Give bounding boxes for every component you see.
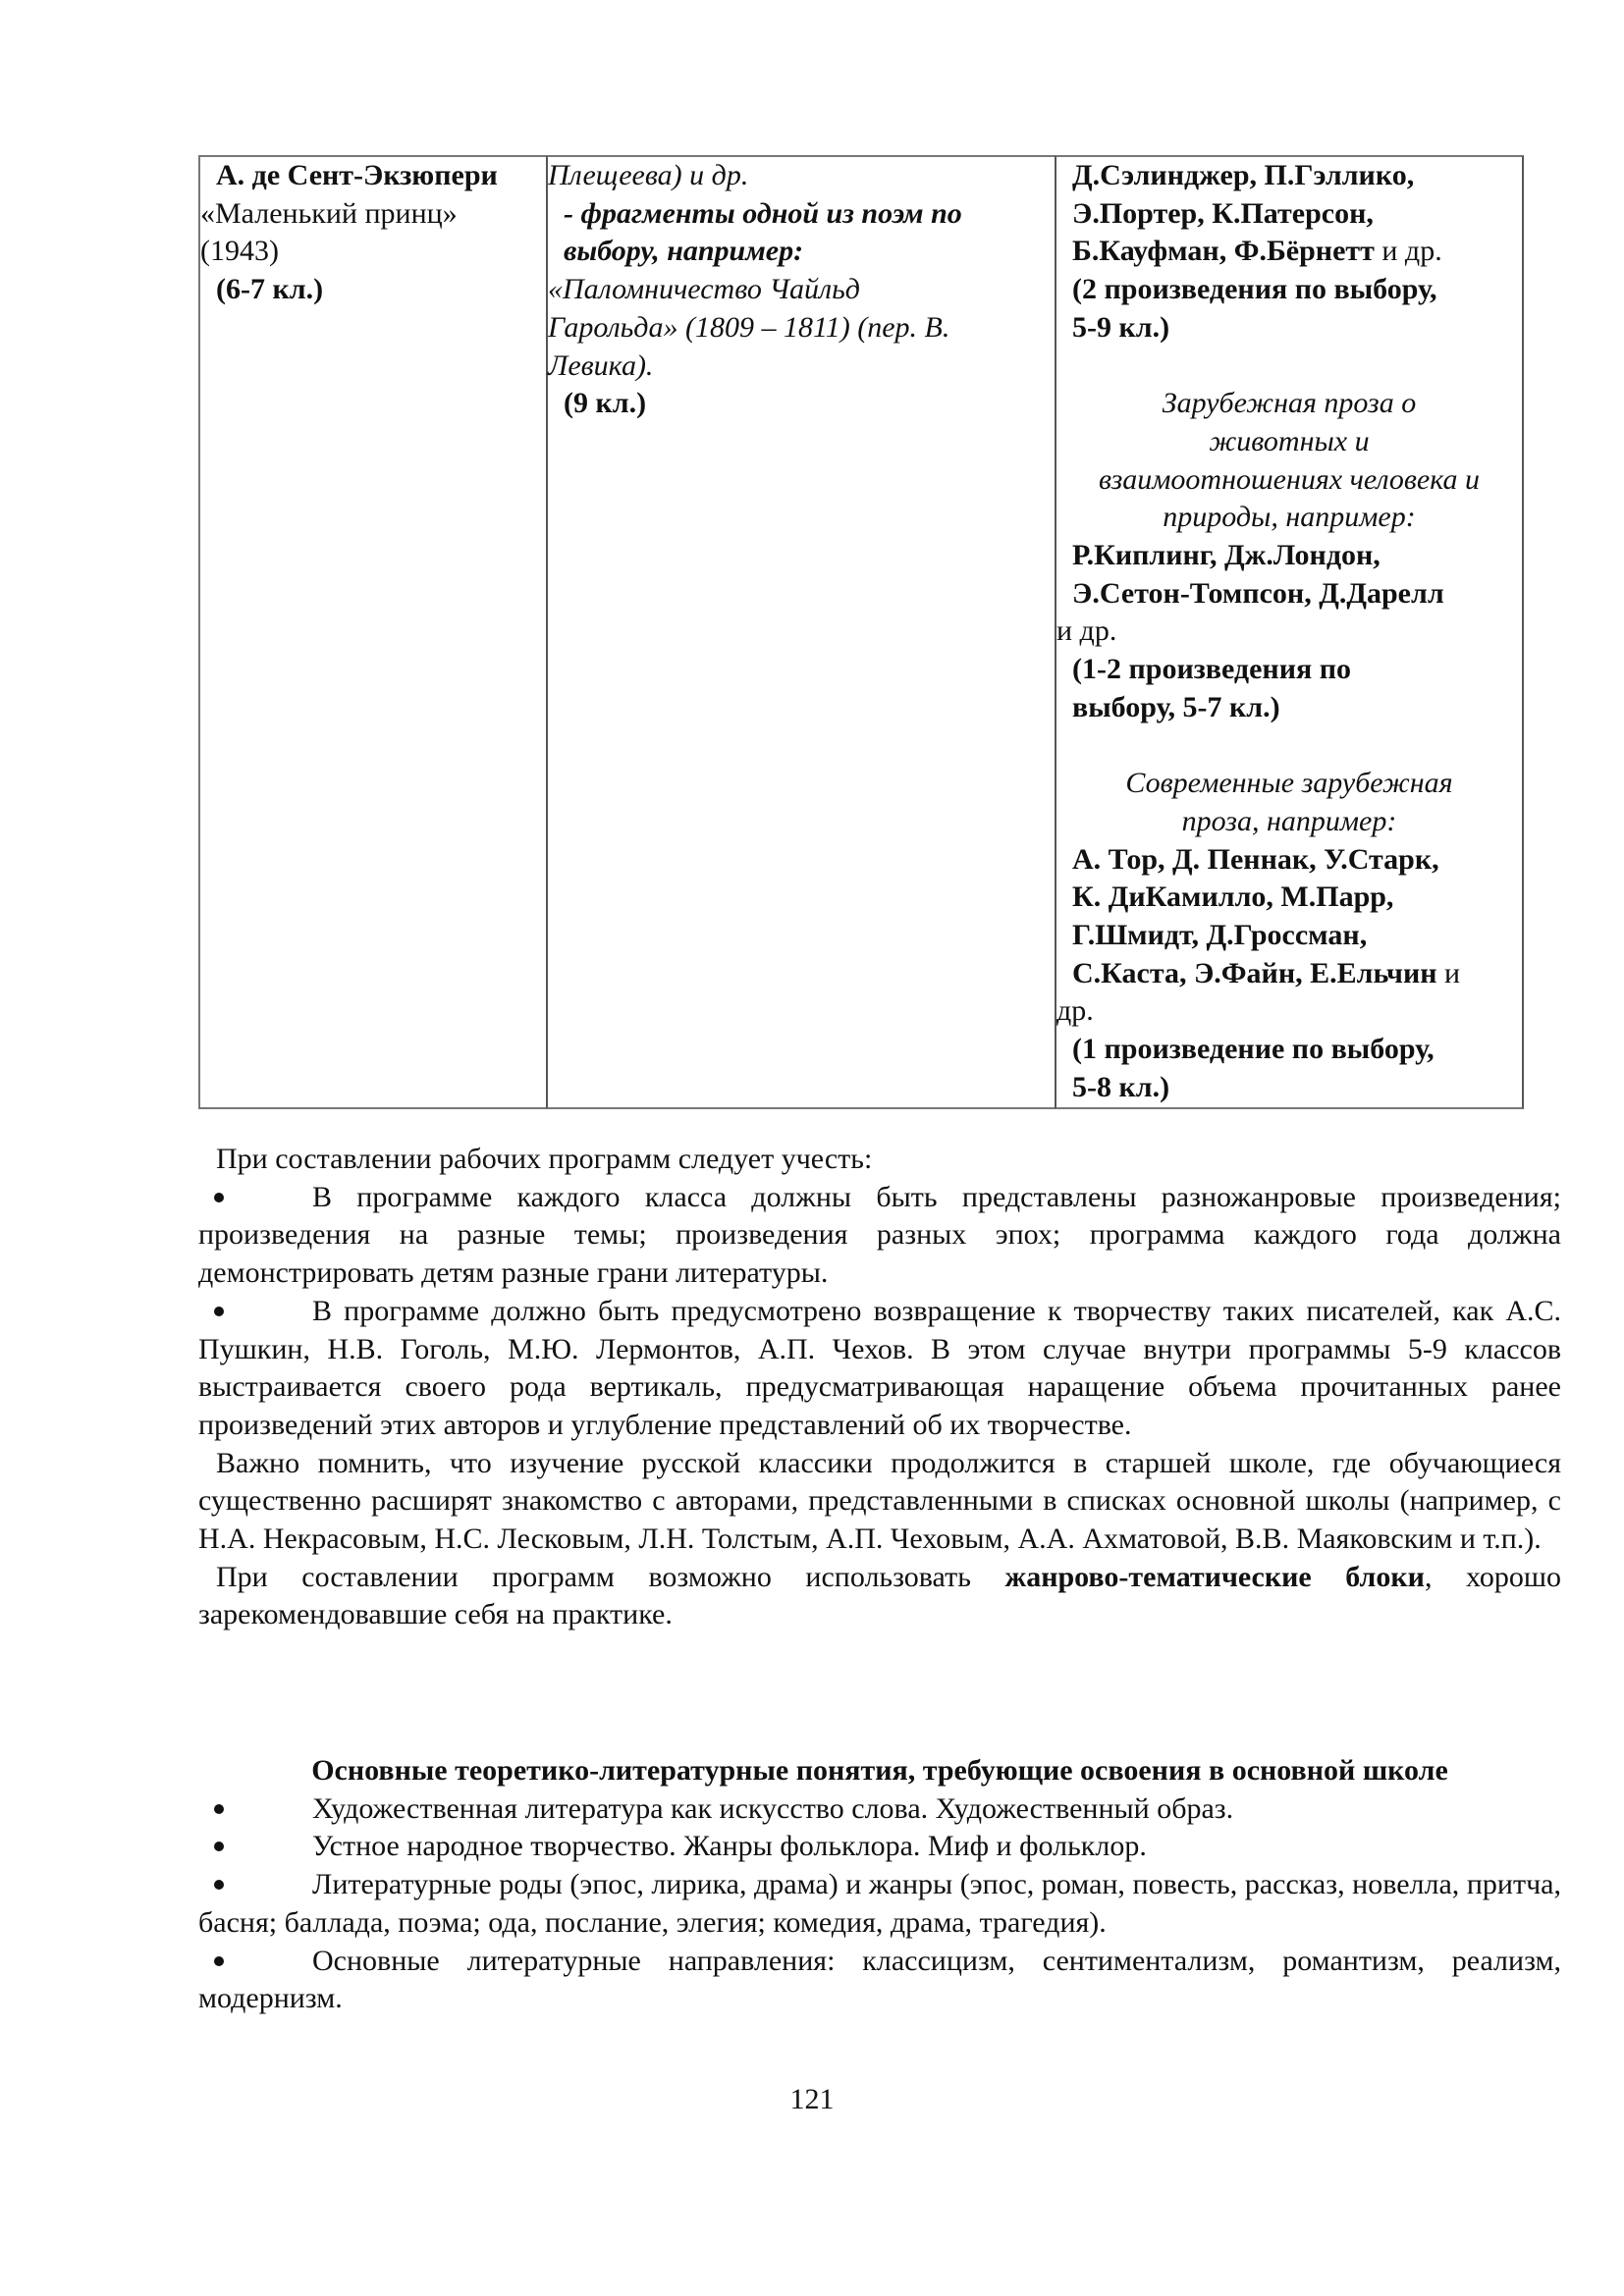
paragraph: При составлении программ возможно использовать жанрово-тематические блоки, хорошо зарекомендовавшие себя на практике. — [198, 1560, 1561, 1631]
table-column-3 — [1055, 155, 1524, 1109]
table-cell-line: выбору, например: — [564, 235, 804, 268]
table-cell-line: Гарольда» (1809 – 1811) (пер. В. — [548, 310, 950, 344]
bullet-item: В программе каждого класса должны быть представлены разножанровые произведения; произведения на разные темы; произведения разных эпох; программа каждого года должна демонстрировать детям разные грани литературы. — [198, 1179, 1561, 1293]
table-cell-line: Зарубежная проза о — [1162, 387, 1417, 420]
intro-text: При составлении рабочих программ следует учесть: — [216, 1143, 873, 1175]
table-cell-line: Современные зарубежная — [1125, 767, 1453, 800]
list-item: Художественная литература как искусство слова. Художественный образ. — [198, 1790, 1561, 1829]
table-cell-line: 5-8 кл.) — [1072, 1070, 1170, 1103]
section-heading: Основные теоретико-литературные понятия, требующие освоения в основной школе — [311, 1754, 1448, 1787]
table-cell-line: - фрагменты одной из поэм по — [564, 196, 962, 230]
list-item: Основные литературные направления: классицизм, сентиментализм, романтизм, реализм, модернизм. — [198, 1943, 1561, 2018]
table-cell-line: выбору, 5-7 кл.) — [1072, 690, 1280, 723]
table-cell-line: Э.Портер, К.Патерсон, — [1072, 196, 1374, 230]
table-cell-line: Г.Шмидт, Д.Гроссман, — [1072, 919, 1368, 952]
table-cell-line: (6-7 кл.) — [216, 273, 324, 306]
concepts-block — [198, 1752, 1561, 2018]
table-cell-line: животных и — [1209, 424, 1370, 457]
table-cell-line: К. ДиКамилло, М.Парр, — [1072, 881, 1394, 914]
table-cell-line: Р.Киплинг, Дж.Лондон, — [1072, 539, 1380, 572]
table-cell-line: др. — [1056, 994, 1094, 1028]
table-cell-line: «Маленький принц» — [200, 196, 458, 230]
table-cell-line: 5-9 кл.) — [1072, 310, 1170, 344]
table-cell-line: взаимоотношениях человека и — [1098, 462, 1481, 496]
table-cell-line: (9 кл.) — [564, 387, 647, 420]
table-cell-line: Левика). — [548, 348, 654, 382]
table-cell-line: А. Тор, Д. Пеннак, У.Старк, — [1072, 842, 1439, 876]
bullet-item: В программе должно быть предусмотрено возвращение к творчеству таких писателей, как А.С. Пушкин, Н.В. Гоголь, М.Ю. Лермонтов, А.П. Чехов. В этом случае внутри программы 5-9 классов выстраивается своего рода вертикаль, предусматривающая наращение объема прочитанных ранее произведений этих авторов и углубление представлений об их творчестве. — [198, 1293, 1561, 1445]
bold-term: жанрово-тематические блоки — [1004, 1560, 1425, 1593]
table-cell-line: С.Каста, Э.Файн, Е.Ельчин и — [1072, 956, 1461, 989]
table-cell-line: Д.Сэлинджер, П.Гэллико, — [1072, 159, 1415, 191]
page-number: 121 — [789, 2083, 835, 2115]
table-cell-line: проза, например: — [1181, 804, 1397, 837]
table-cell-line: «Паломничество Чайльд — [548, 273, 860, 306]
table-cell-line: Плещеева) и др. — [548, 159, 749, 191]
table-column-2 — [546, 155, 1056, 1109]
table-cell-line: А. де Сент-Экзюпери — [216, 159, 498, 191]
table-cell-line: природы, например: — [1163, 501, 1416, 534]
works-table — [198, 155, 1520, 1109]
paragraph: Важно помнить, что изучение русской классики продолжится в старшей школе, где обучающиеся существенно расширят знакомство с авторами, представленными в списках основной школы (например, с Н.А. Некрасовым, Н.С. Лесковым, Л.Н. Толстым, А.П. Чеховым, А.А. Ахматовой, В.В. Маяковским и т.п.). — [198, 1446, 1561, 1556]
list-item: Устное народное творчество. Жанры фольклора. Миф и фольклор. — [198, 1828, 1561, 1866]
table-cell-line: (2 произведения по выбору, — [1072, 273, 1437, 306]
table-column-1 — [198, 155, 548, 1109]
table-cell-line: и др. — [1056, 614, 1117, 648]
table-cell-line — [1056, 347, 1522, 386]
table-cell-line: (1943) — [200, 235, 279, 268]
recommendations-block — [198, 1141, 1561, 1634]
table-cell-line: Э.Сетон-Томпсон, Д.Дарелл — [1072, 576, 1444, 610]
table-cell-line: Б.Кауфман, Ф.Бёрнетт и др. — [1072, 235, 1442, 268]
table-cell-line: (1 произведение по выбору, — [1072, 1033, 1435, 1066]
list-item: Литературные роды (эпос, лирика, драма) и жанры (эпос, роман, повесть, рассказ, новелла, притча, басня; баллада, поэма; ода, послание, элегия; комедия, драма, трагедия). — [198, 1866, 1561, 1942]
table-cell-line: (1-2 произведения по — [1072, 653, 1351, 686]
table-cell-line — [1056, 727, 1522, 766]
